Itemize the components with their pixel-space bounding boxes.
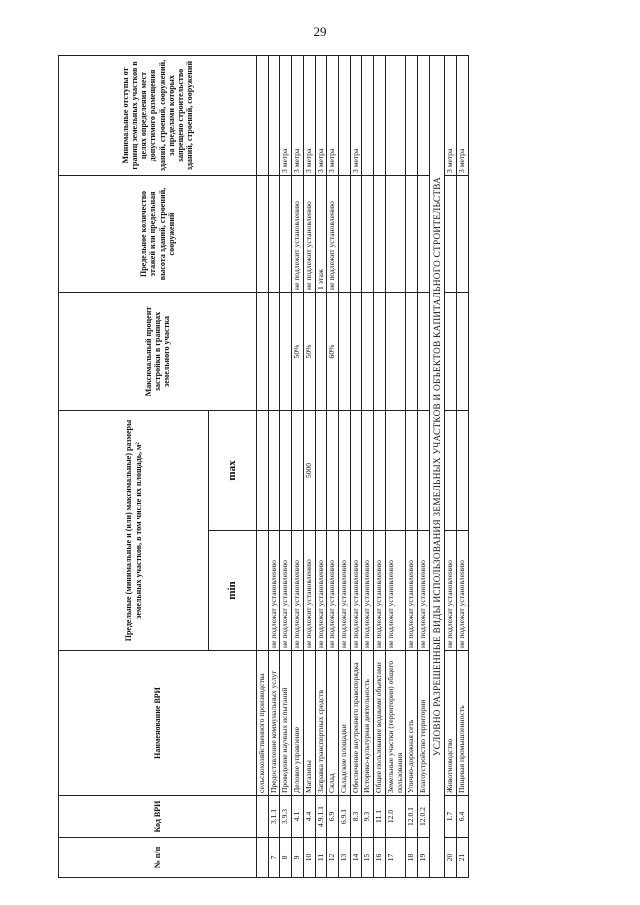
cell-max (292, 411, 304, 531)
cell-code: 12.0.2 (418, 796, 430, 838)
cell-num: 16 (374, 838, 386, 878)
cell-min: не подлежат установлению (268, 531, 280, 651)
cell-code: 4.9.1.1 (315, 796, 327, 838)
cell-min: не подлежат установлению (280, 531, 292, 651)
cell-code (257, 796, 269, 838)
cell-floors (406, 176, 418, 293)
table-row (292, 56, 304, 878)
cell-min: не подлежат установлению (385, 531, 405, 651)
cell-setback: 3 метра (280, 56, 292, 176)
header-code: Код ВРИ (59, 796, 257, 838)
cell-code: 9.3 (362, 796, 374, 838)
header-setback: Минимальные отступы от границ земельных участков в целях определения мест допустимого размещения зданий, строений, сооружений, за пределами которых запрещено строительство зданий, строений, сооружений (59, 56, 257, 176)
cell-name: Обеспечение внутреннего правопорядка (350, 651, 362, 796)
table-row (406, 56, 418, 878)
cell-floors (268, 176, 280, 293)
cell-name: Животноводство (445, 651, 457, 796)
cell-name: Улично-дорожная сеть (406, 651, 418, 796)
cell-build-pct (406, 293, 418, 411)
cell-num: 20 (445, 838, 457, 878)
cell-num (257, 838, 269, 878)
table-header (59, 56, 257, 878)
cell-num: 12 (327, 838, 339, 878)
cell-name: Земельные участки (территории) общего пользования (385, 651, 405, 796)
cell-min: не подлежат установлению (327, 531, 339, 651)
cell-min: не подлежат установлению (374, 531, 386, 651)
cell-name: Магазины (303, 651, 315, 796)
cell-floors (350, 176, 362, 293)
cell-build-pct (268, 293, 280, 411)
cell-min: не подлежат установлению (362, 531, 374, 651)
cell-max (268, 411, 280, 531)
cell-name: Проведение научных испытаний (280, 651, 292, 796)
cell-min: не подлежат установлению (315, 531, 327, 651)
header-min: min (209, 531, 257, 651)
cell-max (315, 411, 327, 531)
cell-max: 5000 (303, 411, 315, 531)
cell-min (257, 531, 269, 651)
cell-floors (374, 176, 386, 293)
cell-min: не подлежат установлению (457, 531, 469, 651)
cell-build-pct (350, 293, 362, 411)
cell-floors: не подлежит установлению (292, 176, 304, 293)
cell-min: не подлежат установлению (339, 531, 351, 651)
cell-name: Историко-культурная деятельность (362, 651, 374, 796)
cell-code: 4.4 (303, 796, 315, 838)
cell-code: 12.0 (385, 796, 405, 838)
cell-max (406, 411, 418, 531)
cell-build-pct (257, 293, 269, 411)
cell-num: 18 (406, 838, 418, 878)
table-row (268, 56, 280, 878)
cell-setback (374, 56, 386, 176)
cell-build-pct (445, 293, 457, 411)
cell-floors (280, 176, 292, 293)
table-row (457, 56, 469, 878)
cell-setback: 3 метра (292, 56, 304, 176)
cell-floors (257, 176, 269, 293)
table-body-main (257, 56, 430, 878)
cell-setback: 3 метра (445, 56, 457, 176)
cell-build-pct (362, 293, 374, 411)
header-name: Наименование ВРИ (59, 651, 257, 796)
table-row (445, 56, 457, 878)
table-row (385, 56, 405, 878)
cell-setback (406, 56, 418, 176)
table-row (339, 56, 351, 878)
cell-code: 6.9 (327, 796, 339, 838)
cell-num: 8 (280, 838, 292, 878)
cell-build-pct (385, 293, 405, 411)
rotated-page (58, 56, 618, 878)
cell-min: не подлежат установлению (406, 531, 418, 651)
cell-name: Складские площадки (339, 651, 351, 796)
cell-build-pct: 60% (327, 293, 339, 411)
cell-floors (457, 176, 469, 293)
cell-name: Склад (327, 651, 339, 796)
cell-num: 15 (362, 838, 374, 878)
cell-num: 10 (303, 838, 315, 878)
cell-build-pct (315, 293, 327, 411)
header-max: max (209, 411, 257, 531)
cell-code: 11.1 (374, 796, 386, 838)
cell-code: 6.4 (457, 796, 469, 838)
cell-num: 9 (292, 838, 304, 878)
cell-max (327, 411, 339, 531)
cell-num: 11 (315, 838, 327, 878)
cell-code: 6.9.1 (339, 796, 351, 838)
cell-name: сельскохозяйственного производства (257, 651, 269, 796)
cell-min: не подлежат установлению (350, 531, 362, 651)
cell-setback (268, 56, 280, 176)
table-row (350, 56, 362, 878)
section-title: УСЛОВНО РАЗРЕШЕННЫЕ ВИДЫ ИСПОЛЬЗОВАНИЯ ЗЕМЕЛЬНЫХ УЧАСТКОВ И ОБЪЕКТОВ КАПИТАЛЬНОГО СТРОИТЕЛЬСТВА (429, 56, 445, 878)
cell-max (445, 411, 457, 531)
cell-min: не подлежат установлению (418, 531, 430, 651)
cell-build-pct: 50% (292, 293, 304, 411)
cell-setback: 3 метра (457, 56, 469, 176)
cell-floors (339, 176, 351, 293)
cell-max (374, 411, 386, 531)
cell-num: 17 (385, 838, 405, 878)
page-number: 29 (313, 24, 327, 39)
table-section (429, 56, 445, 878)
table-body-conditional (445, 56, 468, 878)
table-row (374, 56, 386, 878)
cell-name: Общее пользование водными объектами (374, 651, 386, 796)
header-floors: Предельное количество этажей или предельная высота зданий, строений, сооружений (59, 176, 257, 293)
cell-num: 7 (268, 838, 280, 878)
cell-code: 8.3 (350, 796, 362, 838)
cell-max (280, 411, 292, 531)
header-num: № п/п (59, 838, 257, 878)
cell-max (339, 411, 351, 531)
table-row (303, 56, 315, 878)
cell-name: Заправка транспортных средств (315, 651, 327, 796)
table-row (315, 56, 327, 878)
cell-max (418, 411, 430, 531)
cell-floors: 1 этаж (315, 176, 327, 293)
cell-setback: 3 метра (303, 56, 315, 176)
cell-setback: 3 метра (350, 56, 362, 176)
regulations-table (58, 55, 469, 878)
cell-floors (418, 176, 430, 293)
cell-build-pct (280, 293, 292, 411)
table-row (327, 56, 339, 878)
cell-build-pct: 50% (303, 293, 315, 411)
cell-build-pct (457, 293, 469, 411)
cell-code: 1.7 (445, 796, 457, 838)
cell-setback (339, 56, 351, 176)
cell-setback: 3 метра (327, 56, 339, 176)
cell-name: Предоставление коммунальных услуг (268, 651, 280, 796)
cell-min: не подлежит установлению (303, 531, 315, 651)
cell-max (350, 411, 362, 531)
cell-num: 14 (350, 838, 362, 878)
cell-build-pct (374, 293, 386, 411)
cell-num: 21 (457, 838, 469, 878)
cell-num: 19 (418, 838, 430, 878)
cell-setback: 3 метра (315, 56, 327, 176)
table-row (362, 56, 374, 878)
cell-build-pct (339, 293, 351, 411)
cell-floors (385, 176, 405, 293)
table-row (257, 56, 269, 878)
cell-floors: не подлежит установлению (303, 176, 315, 293)
cell-min: не подлежат установлению (292, 531, 304, 651)
cell-name: Благоустройство территории (418, 651, 430, 796)
cell-floors (362, 176, 374, 293)
table-row (418, 56, 430, 878)
cell-build-pct (418, 293, 430, 411)
cell-min: не подлежат установлению (445, 531, 457, 651)
table-row (280, 56, 292, 878)
cell-max (385, 411, 405, 531)
cell-setback (385, 56, 405, 176)
cell-num: 13 (339, 838, 351, 878)
cell-code: 4.1 (292, 796, 304, 838)
cell-max (362, 411, 374, 531)
cell-max (457, 411, 469, 531)
cell-code: 3.1.1 (268, 796, 280, 838)
cell-code: 12.0.1 (406, 796, 418, 838)
header-size-group: Предельные (минимальные и (или) максимальные) размеры земельных участков, в том числе их площадь, м² (59, 411, 209, 651)
cell-max (257, 411, 269, 531)
cell-code: 3.9.3 (280, 796, 292, 838)
cell-setback (257, 56, 269, 176)
cell-name: Пищевая промышленность (457, 651, 469, 796)
cell-floors: не подлежит установлению (327, 176, 339, 293)
cell-floors (445, 176, 457, 293)
cell-name: Деловое управление (292, 651, 304, 796)
cell-setback (418, 56, 430, 176)
header-build-percent: Максимальный процент застройки в границах земельного участка (59, 293, 257, 411)
cell-setback (362, 56, 374, 176)
